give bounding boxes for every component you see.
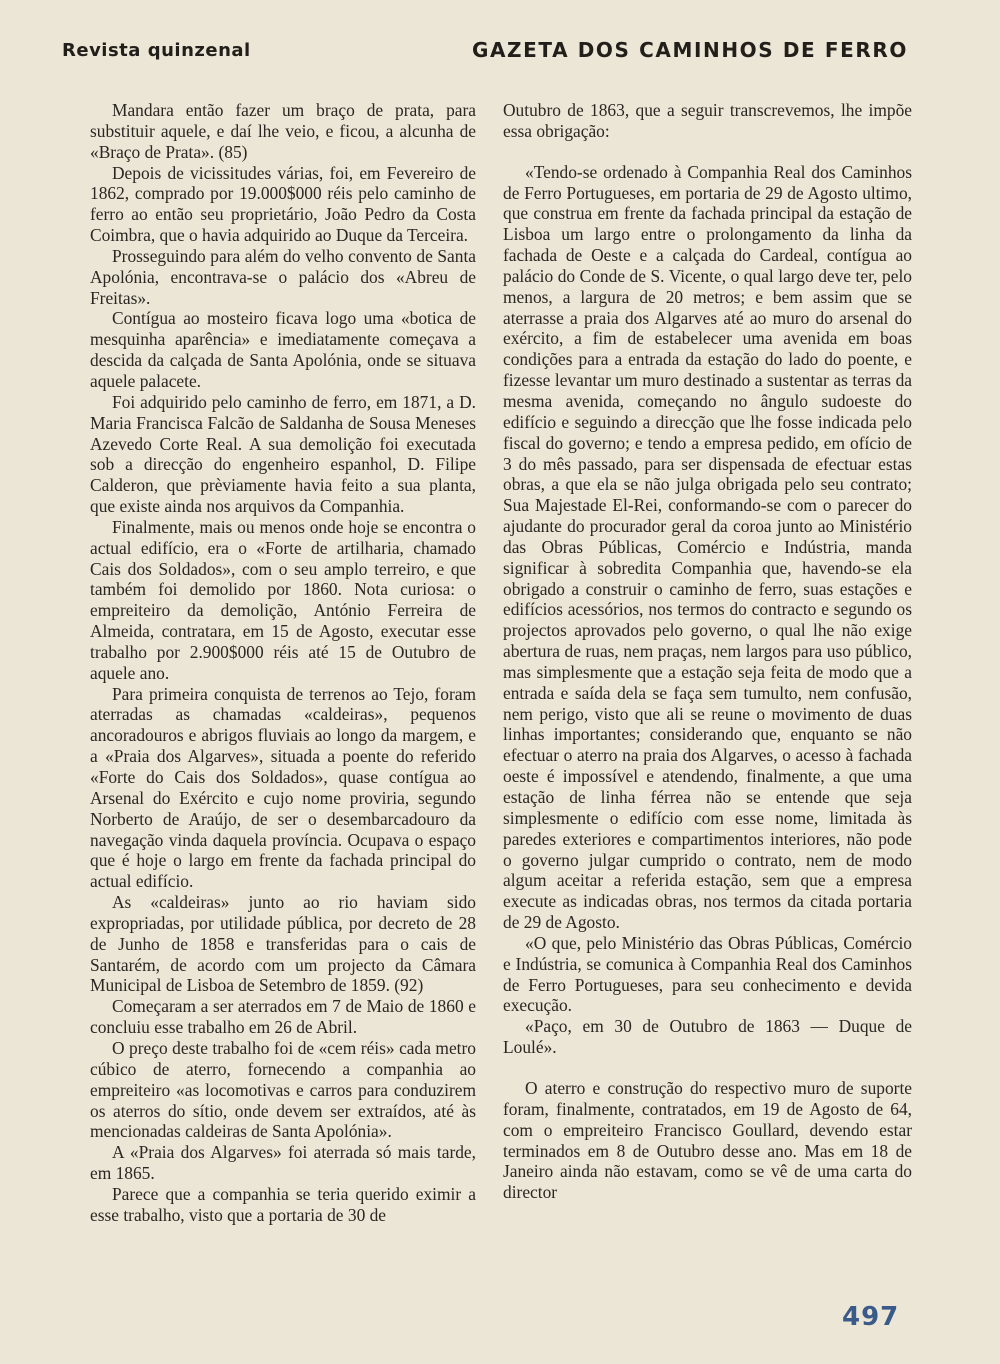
paragraph: Parece que a companhia se teria querido eximir a esse trabalho, visto que a portaria de 30 de [90,1183,476,1225]
paragraph: Prosseguindo para além do velho convento de Santa Apolónia, encontrava-se o palácio dos «Abreu de Freitas». [90,245,476,308]
quoted-decree-paragraph: «Tendo-se ordenado à Companhia Real dos Caminhos de Ferro Portugueses, em portaria de 29 de Agosto ultimo, que construa em frente da fachada principal da estação de Lisboa um largo entre o prolongamento da linha da fachada de Oeste e a calçada do Cardeal, contígua ao palácio do Conde de S. Vicente, o qual largo deve ter, pelo menos, a largura de 20 metros; e bem assim que se aterrasse a praia dos Algarves até ao muro do arsenal do exército, a fim de estabelecer uma avenida em boas condições para a entrada da estação do lado do poente, e fizesse levantar um muro destinado a sustentar as terras da mesma avenida, começando no ângulo sudoeste do edifício e seguindo a direcção que lhe fosse indicada pelo fiscal do governo; e tendo a empresa pedido, em ofício de 3 do mês passado, para ser dispensada de efectuar estas obras, a que ela se não julga obrigada pelo seu contrato; Sua Majestade El-Rei, conformando-se com o parecer do ajudante do procurador geral da coroa junto ao Ministério das Obras Públicas, Comércio e Indústria, manda significar à sobredita Companhia que, havendo-se ela obrigado a construir o caminho de ferro, suas estações e edifícios acessórios, nos termos do contracto e segundo os projectos aprovados pelo governo, o qual lhe não exige abertura de ruas, nem praças, nem largos para uso público, mas simplesmente que a estação seja feita de modo que a entrada e saída dela se faça sem tumulto, nem confusão, nem perigo, visto que ali se reune o movimento de duas linhas importantes; considerando que, enquanto se não efectuar o aterro na praia dos Algarves, o acesso à fachada oeste é impossível e atendendo, finalmente, a que uma estação de linha férrea não se entende que seja simplesmente o edifício com esse nome, limitada às paredes exteriores e compartimentos interiores, não pode o governo julgar cumprido o contrato, nem de modo algum aceitar a referida estação, sem que a empresa execute as indicadas obras, nos termos da citada portaria de 29 de Agosto. [503,161,912,933]
paragraph: Finalmente, mais ou menos onde hoje se encontra o actual edifício, era o «Forte de artilharia, chamado Cais dos Soldados», com o seu amplo terreiro, e que também foi demolido por 1860. Nota curiosa: o empreiteiro da demolição, António Ferreira de Almeida, contratara, em 15 de Agosto, executar esse trabalho por 2.900$000 réis até 15 de Outubro de aquele ano. [90,516,476,683]
page-number: 497 [842,1302,900,1332]
paragraph: Foi adquirido pelo caminho de ferro, em 1871, a D. Maria Francisca Falcão de Saldanha de Sousa Meneses Azevedo Corte Real. A sua demolição foi executada sob a direcção do engenheiro espanhol, D. Filipe Calderon, que prèviamente havia feito a sua planta, que existe ainda nos arquivos da Companhia. [90,391,476,517]
header-publication-title: GAZETA DOS CAMINHOS DE FERRO [471,38,908,62]
paragraph: Depois de vicissitudes várias, foi, em Fevereiro de 1862, comprado por 19.000$000 réis pelo caminho de ferro ao então seu proprietário, João Pedro da Costa Coimbra, que o havia adquirido ao Duque da Terceira. [90,162,476,246]
paragraph: Começaram a ser aterrados em 7 de Maio de 1860 e concluiu esse trabalho em 26 de Abril. [90,996,476,1038]
header-section-title: Revista quinzenal [62,40,251,61]
paragraph: A «Praia dos Algarves» foi aterrada só mais tarde, em 1865. [90,1142,476,1184]
paragraph: O preço deste trabalho foi de «cem réis» cada metro cúbico de aterro, fornecendo a companhia ao empreiteiro «as locomotivas e carros para conduzirem os aterros do sítio, onde devem ser extraídos, até às mencionadas caldeiras de Santa Apolónia». [90,1037,476,1142]
paragraph: As «caldeiras» junto ao rio haviam sido expropriadas, por utilidade pública, por decreto de 28 de Junho de 1858 e transferidas para o cais de Santarém, de acordo com um projecto da Câmara Municipal de Lisboa de Setembro de 1859. (92) [90,892,476,996]
paragraph: Para primeira conquista de terrenos ao Tejo, foram aterradas as chamadas «caldeiras», pequenos ancoradouros e abrigos fluviais ao longo da margem, e a «Praia dos Algarves», situada a poente do referido «Forte do Cais dos Soldados», quase contígua ao Arsenal do Exército e cujo nome proviria, segundo Norberto de Araújo, de ser o desembarcadouro da navegação vinda daquela província. Ocupava o espaço que é hoje o largo em frente da fachada principal do actual edifício. [90,683,476,892]
left-column [90,100,476,1226]
right-column [503,100,912,1203]
running-header [62,36,908,66]
quoted-decree-paragraph: «O que, pelo Ministério das Obras Públicas, Comércio e Indústria, se comunica à Companhia Real dos Caminhos de Ferro Portugueses, para seu conhecimento e devida execução. [503,932,912,1016]
paragraph: Outubro de 1863, que a seguir transcrevemos, lhe impõe essa obrigação: [503,100,912,141]
paragraph: Mandara então fazer um braço de prata, para substituir aquele, e daí lhe veio, e ficou, a alcunha de «Braço de Prata». (85) [90,100,476,162]
paragraph: Contígua ao mosteiro ficava logo uma «botica de mesquinha aparência» e imediatamente começava a descida da calçada de Santa Apolónia, onde se situava aquele palacete. [90,308,476,391]
paragraph: O aterro e construção do respectivo muro de suporte foram, finalmente, contratados, em 19 de Agosto de 64, com o empreiteiro Francisco Goullard, devendo estar terminados em 8 de Outubro desse ano. Mas em 18 de Janeiro ainda não estavam, como se vê de uma carta do director [503,1077,912,1203]
quoted-decree-signature: «Paço, em 30 de Outubro de 1863 — Duque de Loulé». [503,1016,912,1058]
